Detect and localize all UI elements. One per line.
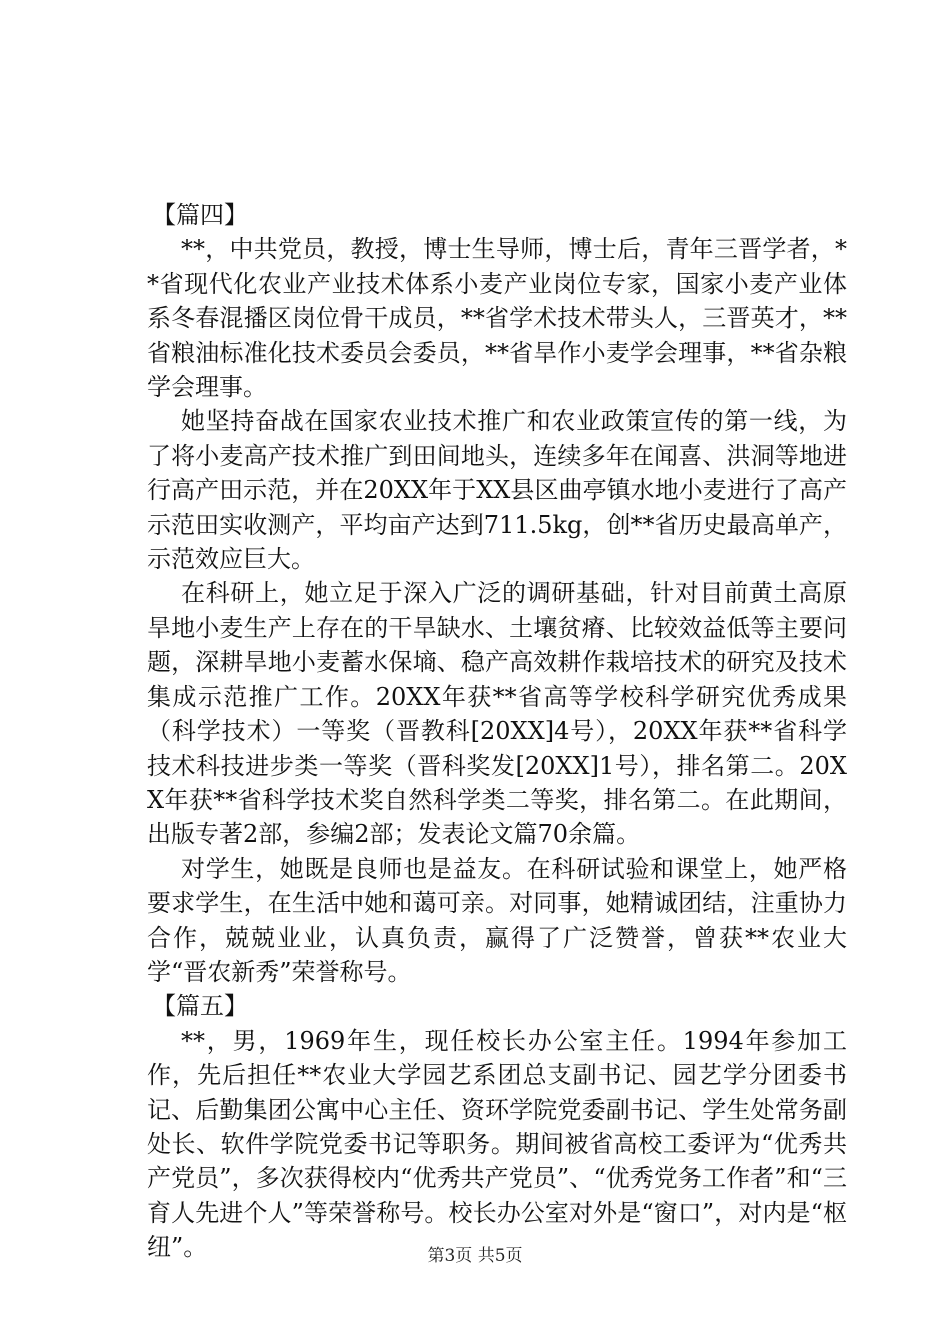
paragraph: 在科研上，她立足于深入广泛的调研基础，针对目前黄土高原旱地小麦生产上存在的干旱缺水、土壤贫瘠、比较效益低等主要问题，深耕旱地小麦蓄水保墒、稳产高效耕作栽培技术的研究及技术集成示范推广工作。20XX年获**省高等学校科学研究优秀成果（科学技术）一等奖（晋教科[20XX]4号），20XX年获**省科学技术科技进步类一等奖（晋科奖发[20XX]1号），排名第二。20XX年获**省科学技术奖自然科学类二等奖，排名第二。在此期间，出版专著2部，参编2部；发表论文篇70余篇。 (147, 579, 847, 849)
paragraph: **，中共党员，教授，博士生导师，博士后，青年三晋学者，**省现代化农业产业技术体系小麦产业岗位专家，国家小麦产业体系冬春混播区岗位骨干成员，**省学术技术带头人，三晋英才，**省粮油标准化技术委员会委员，**省旱作小麦学会理事，**省杂粮学会理事。 (147, 235, 847, 402)
paragraph: **，男，1969年生，现任校长办公室主任。1994年参加工作，先后担任**农业大学园艺系团总支副书记、园艺学分团委书记、后勤集团公寓中心主任、资环学院党委副书记、学生处常务副处长、软件学院党委书记等职务。期间被省高校工委评为“优秀共产党员”，多次获得校内“优秀共产党员”、“优秀党务工作者”和“三育人先进个人”等荣誉称号。校长办公室对外是“窗口”，对内是“枢纽”。 (147, 1026, 847, 1262)
section-heading-4: 【篇四】 (152, 201, 248, 229)
section-heading-5: 【篇五】 (152, 992, 248, 1021)
page-footer: 第3页 共5页 (427, 1246, 523, 1266)
paragraph: 她坚持奋战在国家农业技术推广和农业政策宣传的第一线，为了将小麦高产技术推广到田间地头，连续多年在闻喜、洪洞等地进行高产田示范，并在20XX年于XX县区曲亭镇水地小麦进行了高产示范田实收测产，平均亩产达到711.5kg，创**省历史最高单产，示范效应巨大。 (147, 407, 847, 574)
paragraph: 对学生，她既是良师也是益友。在科研试验和课堂上，她严格要求学生，在生活中她和蔼可亲。对同事，她精诚团结，注重协力合作，兢兢业业，认真负责，赢得了广泛赞誉，曾获**农业大学“晋农新秀”荣誉称号。 (147, 854, 847, 986)
document-body (147, 198, 847, 1265)
